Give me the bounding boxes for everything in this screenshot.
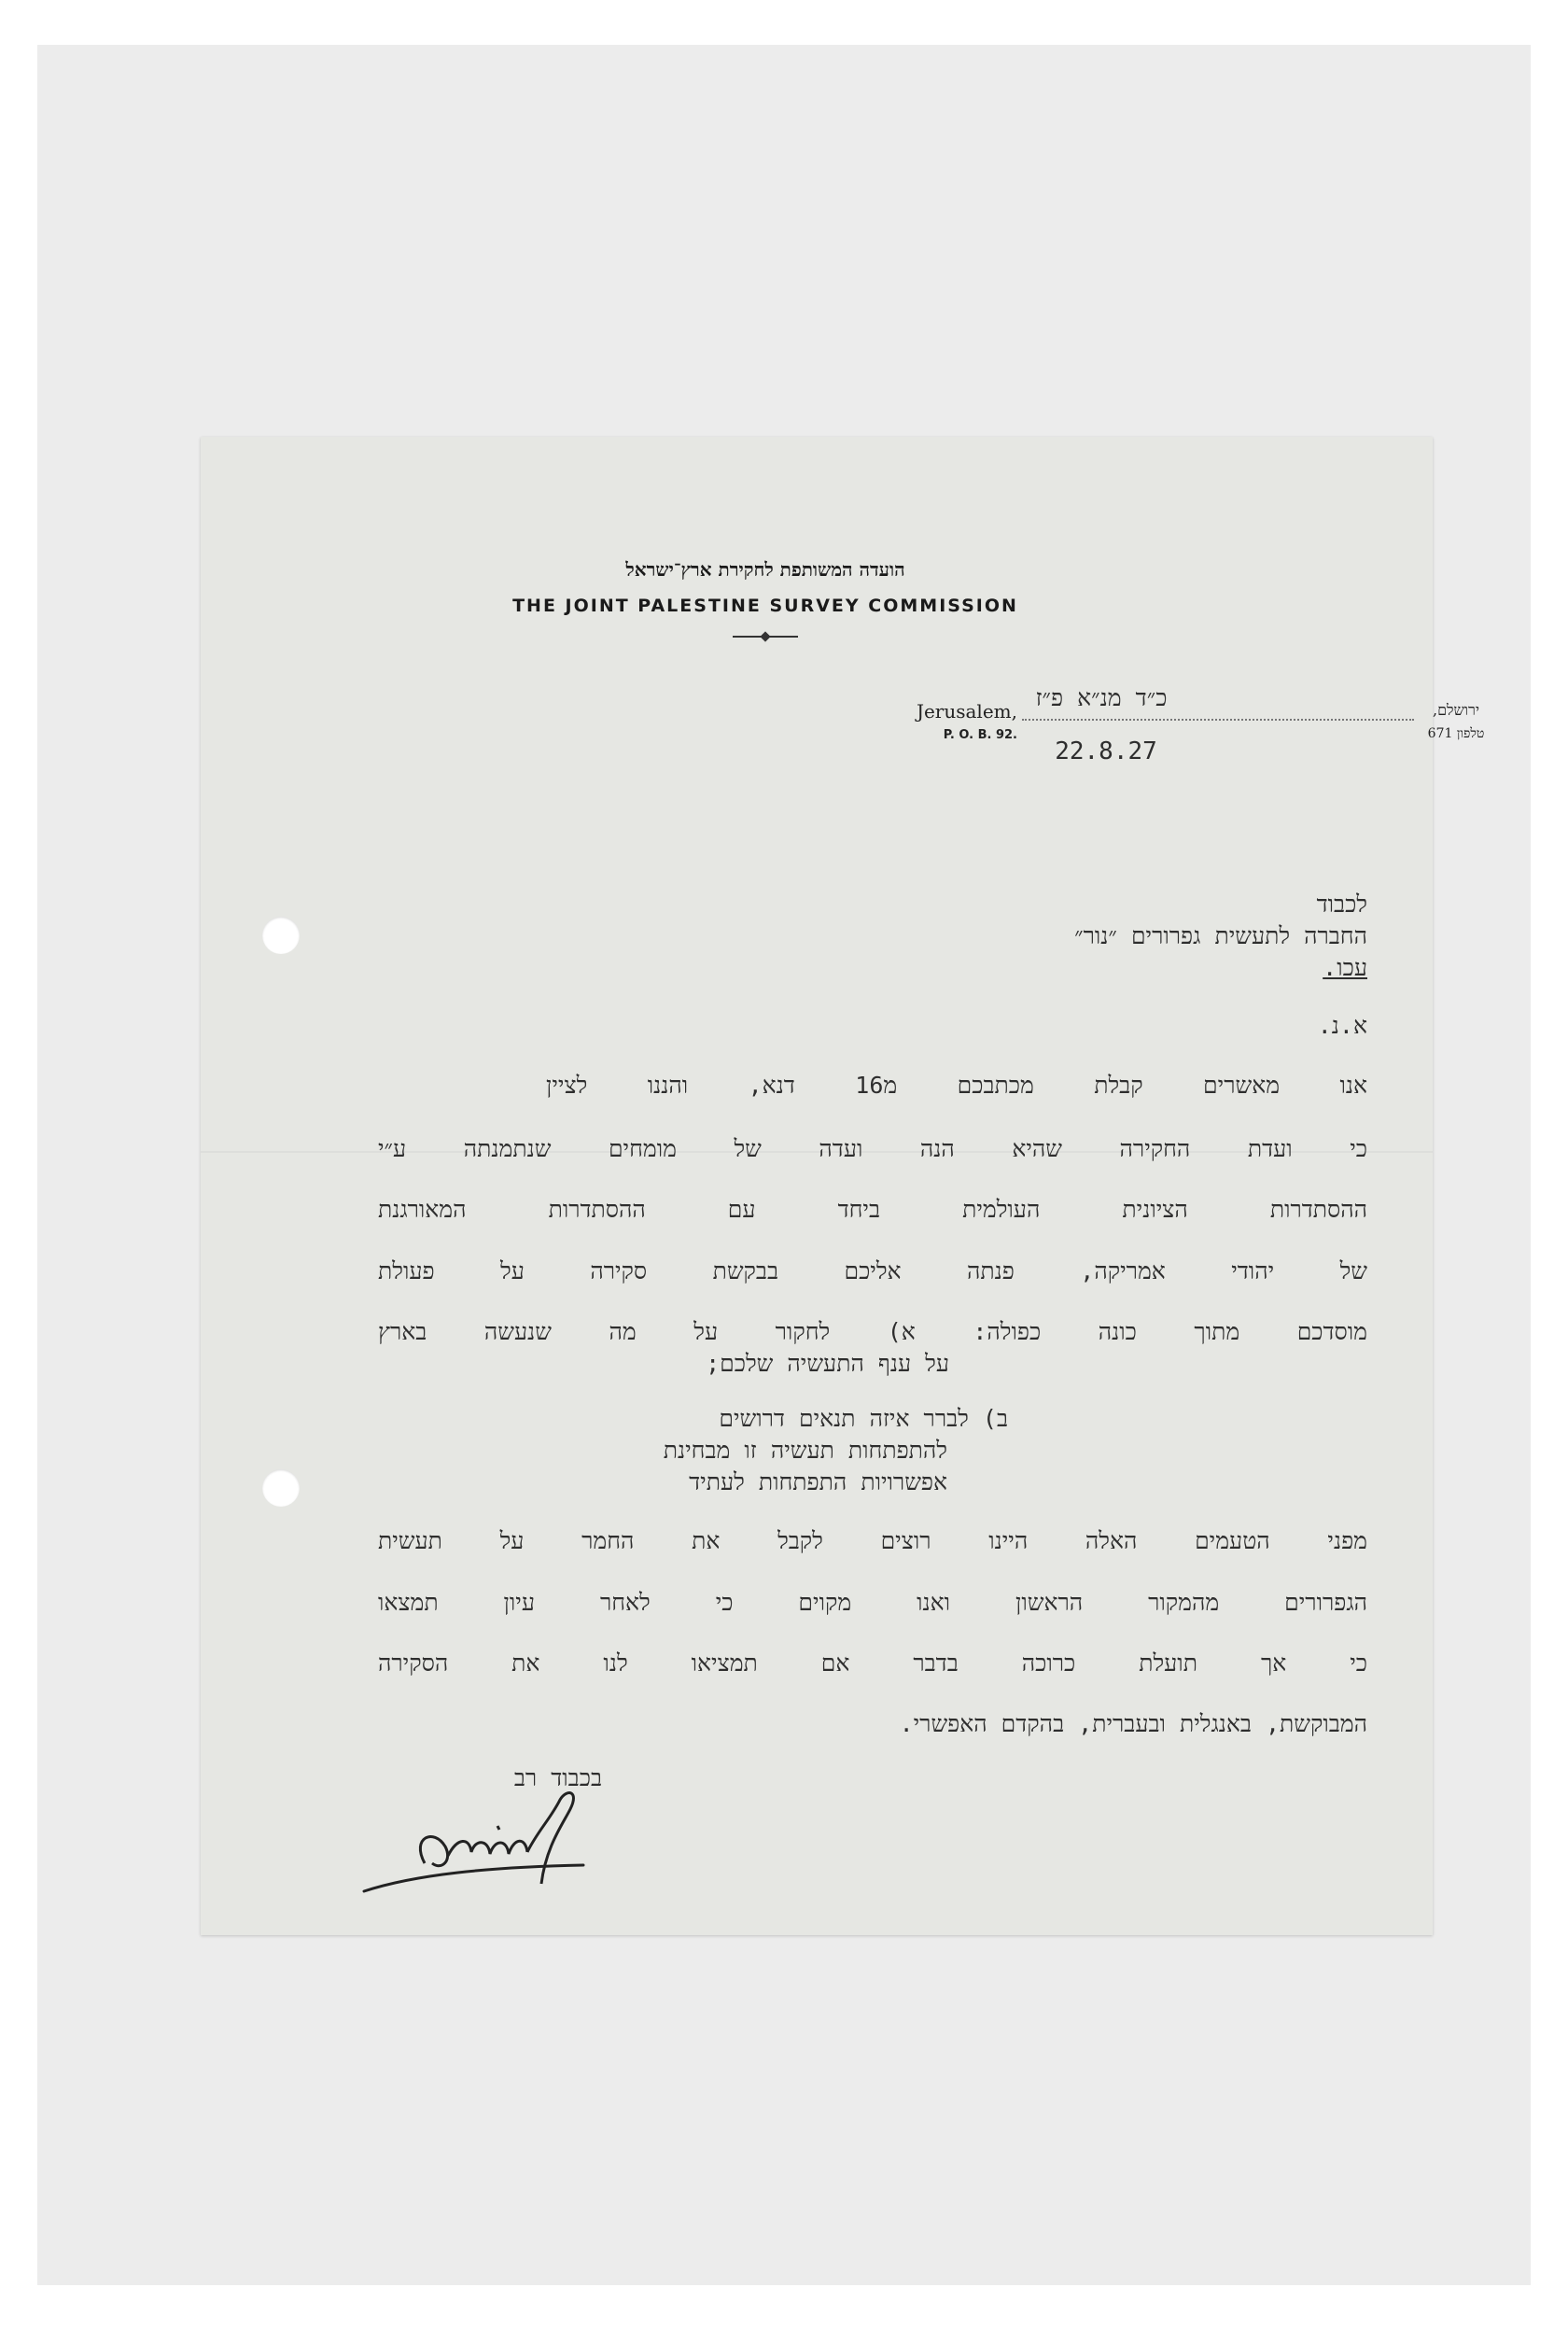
- salutation: א.נ.: [1317, 1012, 1367, 1039]
- po-box: P. O. B. 92.: [943, 728, 1017, 742]
- body-line: של יהודי אמריקה, פנתה אליכם בבקשת סקירה על פעולת: [378, 1257, 1367, 1284]
- letterhead-english-title: THE JOINT PALESTINE SURVEY COMMISSION: [512, 596, 1018, 616]
- body-line: מפני הטעמים האלה היינו רוצים לקבל את החמר על תעשית: [378, 1527, 1367, 1554]
- body-line: המבוקשת, באנגלית ובעברית, בהקדם האפשרי.: [899, 1710, 1367, 1737]
- body-line: כי אך תועלת כרוכה בדבר אם תמציאו לנו את הסקירה: [378, 1649, 1367, 1677]
- date-numeric: 22.8.27: [1055, 737, 1157, 765]
- location-hebrew: ירושלם,: [1432, 701, 1480, 719]
- punch-hole-icon: [262, 1469, 300, 1507]
- body-line: כי ועדת החקירה שהיא הנה ועדה של מומחים שנתמנתה ע״י: [378, 1135, 1367, 1162]
- item-b-line: ב) לברר איזה תנאים דרושים: [719, 1405, 1008, 1432]
- item-b-line: אפשרויות התפתחות לעתיד: [689, 1468, 947, 1495]
- handwritten-signature-icon: [359, 1781, 630, 1902]
- punch-hole-icon: [262, 917, 300, 954]
- closing: בכבוד רב: [513, 1764, 602, 1791]
- location-english: Jerusalem,: [916, 700, 1017, 723]
- body-line: אנו מאשרים קבלת מכתבכם מ16 דנא, והננו לציין: [546, 1072, 1367, 1099]
- body-line: על ענף התעשיה שלכם;: [706, 1350, 949, 1377]
- body-line: הגפרורים מהמקור הראשון ואנו מקוים כי לאחר עיון תמצאו: [378, 1589, 1367, 1616]
- recipient-city: עכו.: [1323, 954, 1367, 981]
- item-b-line: להתפתחות תעשיה זו מבחינת: [663, 1437, 947, 1464]
- photo-backdrop: [37, 45, 1531, 2285]
- recipient-company: החברה לתעשית גפרורים ״נור״: [1074, 922, 1367, 949]
- phone-hebrew: טלפון 671: [1427, 726, 1485, 741]
- body-line: מוסדכם מתוך כונה כפולה: א) לחקור על מה שנעשה בארץ: [378, 1318, 1367, 1345]
- recipient-honorific: לכבוד: [1316, 891, 1367, 918]
- body-line: ההסתדרות הציונית העולמית ביחד עם ההסתדרות המאורגנת: [378, 1196, 1367, 1223]
- ornament-divider-icon: [733, 636, 798, 638]
- dotted-date-line: [1022, 719, 1414, 721]
- date-hebrew: כ״ד מנ״א פ״ז: [1035, 684, 1168, 711]
- letterhead-hebrew-title: הועדה המשותפת לחקירת ארץ־ישראל: [625, 558, 905, 581]
- letter-sheet: [201, 437, 1485, 1935]
